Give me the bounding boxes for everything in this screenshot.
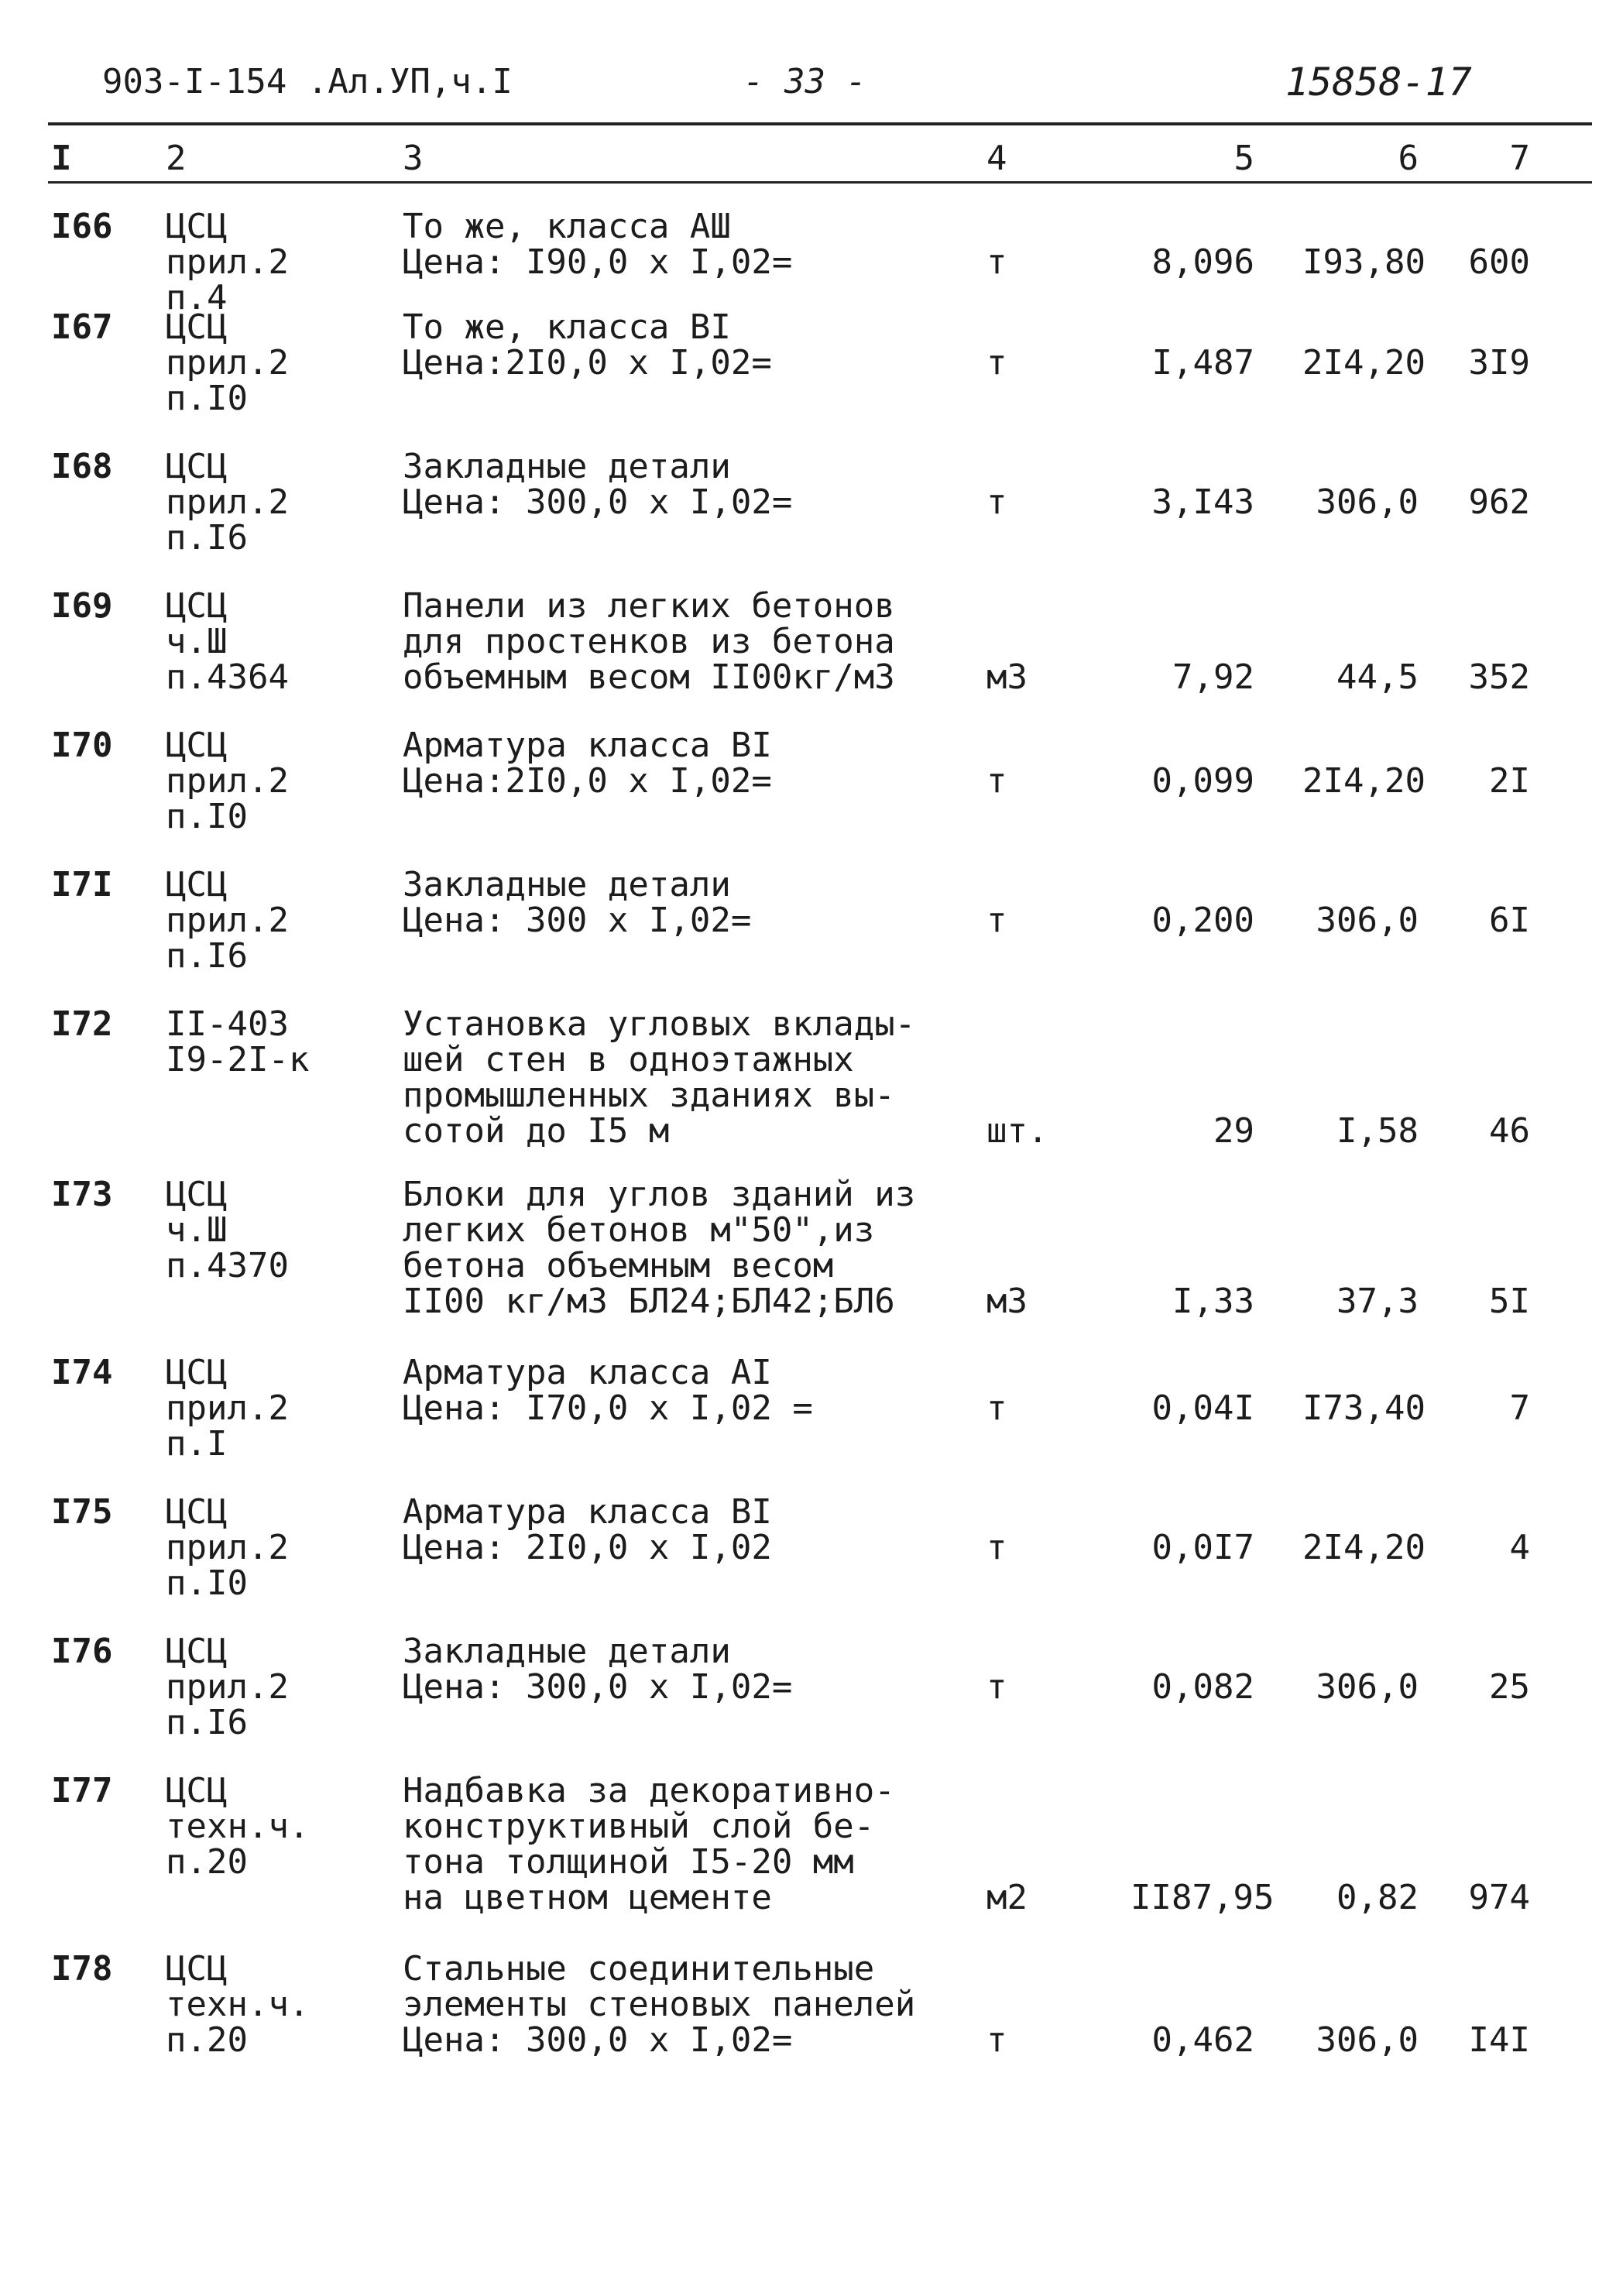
- unit: т: [986, 761, 1007, 801]
- row-number: I67: [51, 307, 113, 347]
- total-cost: 352: [1468, 657, 1530, 697]
- row-number: I70: [51, 726, 113, 765]
- unit-price: 37,3: [1336, 1282, 1419, 1321]
- header-rule-bottom: [48, 181, 1592, 184]
- total-cost: 2I: [1489, 761, 1530, 801]
- doc-code: 903-I-154 .Ал.УП,ч.I: [102, 62, 513, 101]
- basis-reference: ЦСЦ ч.Ш п.4370: [166, 1175, 289, 1285]
- work-description: Закладные детали Цена: 300,0 x I,02=: [403, 447, 793, 522]
- unit-price: 44,5: [1336, 657, 1419, 697]
- unit: т: [986, 901, 1007, 940]
- column-header-7: 7: [1509, 139, 1530, 178]
- basis-reference: ЦСЦ техн.ч. п.20: [166, 1771, 310, 1882]
- quantity: 7,92: [1172, 657, 1254, 697]
- unit: т: [986, 242, 1007, 282]
- basis-reference: ЦСЦ прил.2 п.I0: [166, 726, 289, 836]
- work-description: Арматура класса ВI Цена:2I0,0 x I,02=: [403, 726, 772, 801]
- quantity: 0,04I: [1151, 1388, 1254, 1428]
- unit-price: I93,80: [1302, 242, 1426, 282]
- work-description: Стальные соединительные элементы стеновых панелей Цена: 300,0 x I,02=: [403, 1949, 916, 2060]
- quantity: 8,096: [1151, 242, 1254, 282]
- quantity: I,487: [1151, 343, 1254, 383]
- quantity: 0,0I7: [1151, 1528, 1254, 1567]
- column-header-6: 6: [1398, 139, 1419, 178]
- quantity: 0,462: [1151, 2020, 1254, 2060]
- unit-price: 0,82: [1336, 1878, 1419, 1917]
- unit: т: [986, 343, 1007, 383]
- row-number: I77: [51, 1771, 113, 1810]
- row-number: I73: [51, 1175, 113, 1214]
- quantity: 29: [1213, 1111, 1254, 1151]
- unit-price: 2I4,20: [1302, 343, 1426, 383]
- basis-reference: ЦСЦ прил.2 п.I6: [166, 1632, 289, 1742]
- basis-reference: ЦСЦ техн.ч. п.20: [166, 1949, 310, 2060]
- unit: м2: [986, 1878, 1028, 1917]
- unit-price: I,58: [1336, 1111, 1419, 1151]
- unit: т: [986, 482, 1007, 522]
- column-header-3: 3: [403, 139, 424, 178]
- work-description: То же, класса ВI Цена:2I0,0 x I,02=: [403, 307, 772, 383]
- row-number: I74: [51, 1353, 113, 1392]
- page-number: - 33 -: [743, 62, 866, 101]
- unit-price: 306,0: [1316, 901, 1419, 940]
- work-description: Панели из легких бетонов для простенков из бетона объемным весом II00кг/м3: [403, 586, 895, 697]
- basis-reference: ЦСЦ прил.2 п.I6: [166, 865, 289, 976]
- unit-price: I73,40: [1302, 1388, 1426, 1428]
- work-description: Надбавка за декоративно- конструктивный слой бе- тона толщиной I5-20 мм на цветном цементе: [403, 1771, 895, 1917]
- unit: т: [986, 1528, 1007, 1567]
- column-header-5: 5: [1233, 139, 1254, 178]
- unit-price: 2I4,20: [1302, 1528, 1426, 1567]
- row-number: I66: [51, 207, 113, 246]
- unit-price: 306,0: [1316, 2020, 1419, 2060]
- total-cost: 25: [1489, 1667, 1530, 1707]
- row-number: I7I: [51, 865, 113, 904]
- work-description: Закладные детали Цена: 300 x I,02=: [403, 865, 752, 940]
- work-description: Установка угловых вклады- шей стен в одноэтажных промышленных зданиях вы- сотой до I5 м: [403, 1004, 916, 1151]
- work-description: Закладные детали Цена: 300,0 x I,02=: [403, 1632, 793, 1707]
- row-number: I68: [51, 447, 113, 486]
- work-description: Блоки для углов зданий из легких бетонов м"50",из бетона объемным весом II00 кг/м3 БЛ24;БЛ42;БЛ6: [403, 1175, 916, 1321]
- unit: шт.: [986, 1111, 1048, 1151]
- unit: м3: [986, 1282, 1028, 1321]
- column-header-4: 4: [986, 139, 1007, 178]
- header-rule-top: [48, 122, 1592, 125]
- row-number: I75: [51, 1492, 113, 1532]
- total-cost: 600: [1468, 242, 1530, 282]
- basis-reference: ЦСЦ прил.2 п.4: [166, 207, 289, 317]
- quantity: 3,I43: [1151, 482, 1254, 522]
- quantity: 0,082: [1151, 1667, 1254, 1707]
- unit: т: [986, 1388, 1007, 1428]
- total-cost: 6I: [1489, 901, 1530, 940]
- quantity: I,33: [1172, 1282, 1254, 1321]
- basis-reference: ЦСЦ ч.Ш п.4364: [166, 586, 289, 697]
- total-cost: I4I: [1468, 2020, 1530, 2060]
- basis-reference: ЦСЦ прил.2 п.I0: [166, 307, 289, 418]
- row-number: I78: [51, 1949, 113, 1989]
- basis-reference: ЦСЦ прил.2 п.I0: [166, 1492, 289, 1603]
- total-cost: 7: [1509, 1388, 1530, 1428]
- unit-price: 306,0: [1316, 482, 1419, 522]
- quantity: 0,099: [1151, 761, 1254, 801]
- quantity: 0,200: [1151, 901, 1254, 940]
- basis-reference: ЦСЦ прил.2 п.I6: [166, 447, 289, 558]
- total-cost: 46: [1489, 1111, 1530, 1151]
- work-description: То же, класса АШ Цена: I90,0 x I,02=: [403, 207, 793, 282]
- total-cost: 962: [1468, 482, 1530, 522]
- unit: т: [986, 1667, 1007, 1707]
- doc-number: 15858-17: [1285, 60, 1472, 105]
- column-header-2: 2: [166, 139, 187, 178]
- work-description: Арматура класса АI Цена: I70,0 x I,02 =: [403, 1353, 813, 1428]
- row-number: I72: [51, 1004, 113, 1044]
- unit: м3: [986, 657, 1028, 697]
- unit: т: [986, 2020, 1007, 2060]
- basis-reference: II-403 I9-2I-к: [166, 1004, 310, 1079]
- quantity: II87,95: [1131, 1878, 1275, 1917]
- work-description: Арматура класса ВI Цена: 2I0,0 x I,02: [403, 1492, 772, 1567]
- total-cost: 4: [1509, 1528, 1530, 1567]
- unit-price: 2I4,20: [1302, 761, 1426, 801]
- row-number: I69: [51, 586, 113, 626]
- row-number: I76: [51, 1632, 113, 1671]
- unit-price: 306,0: [1316, 1667, 1419, 1707]
- total-cost: 974: [1468, 1878, 1530, 1917]
- total-cost: 5I: [1489, 1282, 1530, 1321]
- total-cost: 3I9: [1468, 343, 1530, 383]
- basis-reference: ЦСЦ прил.2 п.I: [166, 1353, 289, 1464]
- column-header-1: I: [51, 139, 72, 178]
